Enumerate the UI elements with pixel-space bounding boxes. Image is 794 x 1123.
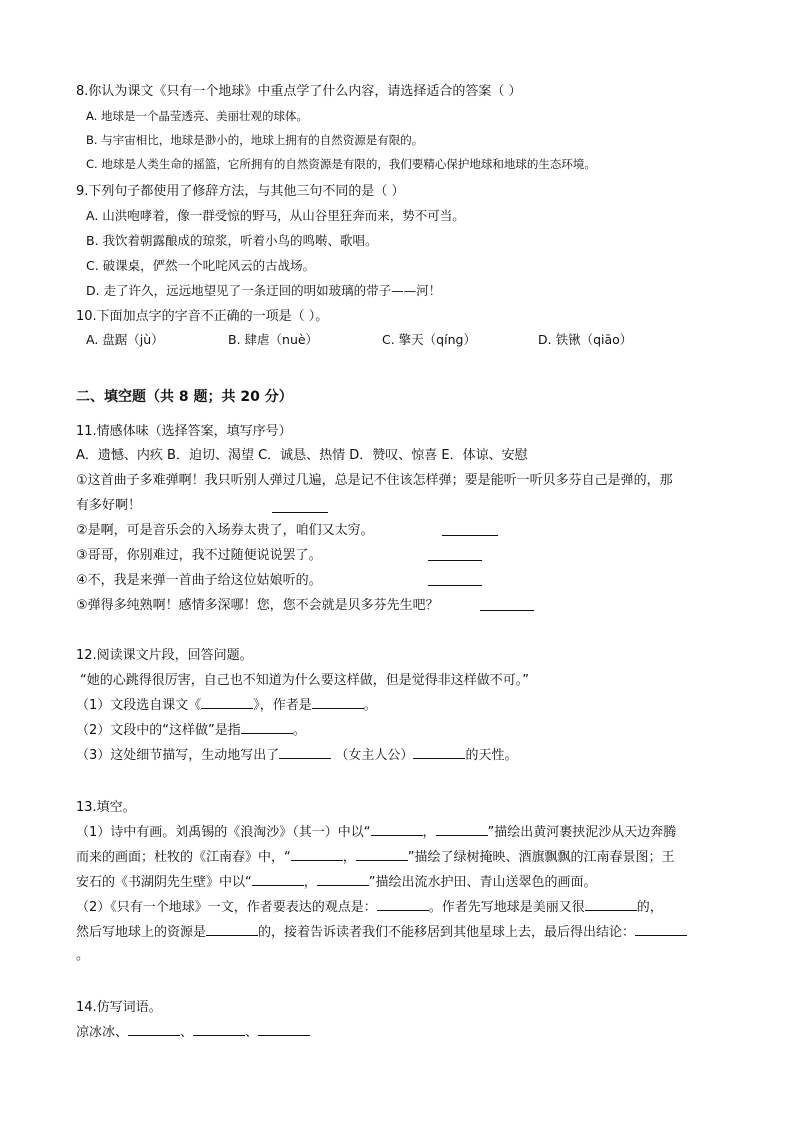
q9-option-b: B. 我饮着朝露酿成的琼浆，听着小鸟的鸣啭、歌唱。 — [86, 233, 378, 248]
q13-line-4: （2）《只有一个地球》一文，作者要表达的观点是： 。作者先写地球是美丽又很 的， — [76, 900, 663, 915]
q11-answer-4[interactable] — [428, 584, 482, 586]
q14-blank-2[interactable] — [193, 1023, 245, 1036]
q10-stem: 10.下面加点字的字音不正确的一项是（ ）。 — [76, 309, 329, 324]
section-title: 二、填空题（共 8 题；共 20 分） — [76, 389, 293, 405]
q13-blank-2[interactable] — [436, 823, 488, 836]
q10-option-a: A. 盘踞（jù） — [86, 332, 164, 347]
q13-blank-6[interactable] — [317, 873, 369, 886]
q13-blank-4[interactable] — [356, 848, 408, 861]
q13-line-1: （1）诗中有画。刘禹锡的《浪淘沙》（其一）中以“ ， ”描绘出黄河裹挟泥沙从天边奔腾 — [76, 825, 677, 840]
q13-blank-3[interactable] — [291, 848, 343, 861]
q10-option-d: D. 铁锹（qiāo） — [538, 332, 633, 347]
q13-line-3: 安石的《书湖阴先生壁》中以“ ， ”描绘出流水护田、青山送翠色的画面。 — [76, 875, 597, 890]
q12-blank-nature[interactable] — [413, 746, 465, 759]
q8-option-a: A. 地球是一个晶莹透亮、美丽壮观的球体。 — [86, 109, 308, 123]
q11-item-3: ③哥哥，你别难过，我不过随便说说罢了。 — [76, 548, 322, 563]
q12-stem: 12.阅读课文片段，回答问题。 — [76, 648, 253, 663]
q13-blank-5[interactable] — [252, 873, 304, 886]
q12-quote: “她的心跳得很厉害，自己也不知道为什么要这样做，但是觉得非这样做不可。” — [80, 673, 529, 688]
q11-choices: A．遗憾、内疚 B．迫切、渴望 C．诚恳、热情 D．赞叹、惊喜 E．体谅、安慰 — [76, 448, 528, 463]
q10-options — [86, 330, 726, 348]
q9-stem: 9.下列句子都使用了修辞方法，与其他三句不同的是（ ） — [76, 184, 405, 199]
q11-answer-5[interactable] — [480, 609, 534, 611]
q11-answer-2[interactable] — [442, 534, 498, 536]
q12-part-1: （1）文段选自课文《 》，作者是 。 — [76, 698, 377, 713]
q14-blank-3[interactable] — [258, 1023, 310, 1036]
q13-stem: 13.填空。 — [76, 800, 136, 815]
q12-part-3: （3）这处细节描写，生动地写出了 （女主人公） 的天性。 — [76, 748, 518, 763]
q11-item-4: ④不，我是来弹一首曲子给这位姑娘听的。 — [76, 573, 322, 588]
q13-line-6: 。 — [76, 948, 90, 963]
q8-option-b: B. 与宇宙相比，地球是渺小的，地球上拥有的自然资源是有限的。 — [86, 133, 424, 147]
q12-blank-action[interactable] — [241, 721, 293, 734]
q11-answer-3[interactable] — [428, 559, 482, 561]
q12-blank-title[interactable] — [201, 696, 253, 709]
q11-item-1: ①这首曲子多难弹啊！我只听别人弹过几遍，总是记不住该怎样弹；要是能听一听贝多芬自己是弹的，那 — [76, 473, 673, 488]
q11-item-2: ②是啊，可是音乐会的入场券太贵了，咱们又太穷。 — [76, 523, 374, 538]
q14-line: 凉冰冰、 、 、 — [76, 1021, 310, 1040]
q14-blank-1[interactable] — [128, 1023, 180, 1036]
q14-stem: 14.仿写词语。 — [76, 1000, 162, 1015]
q11-answer-1[interactable] — [272, 511, 328, 513]
q13-blank-7[interactable] — [377, 898, 429, 911]
q13-blank-10[interactable] — [635, 923, 687, 936]
q13-blank-1[interactable] — [371, 823, 423, 836]
q8-option-c: C. 地球是人类生命的摇篮，它所拥有的自然资源是有限的，我们要精心保护地球和地球的生态环境。 — [86, 157, 596, 171]
q10-option-b: B. 肆虐（nuè） — [228, 332, 319, 347]
q8-stem: 8.你认为课文《只有一个地球》中重点学了什么内容，请选择适合的答案（ ） — [76, 84, 522, 99]
q9-option-a: A. 山洪咆哮着，像一群受惊的野马，从山谷里狂奔而来，势不可当。 — [86, 208, 465, 223]
q11-stem: 11.情感体味（选择答案，填写序号） — [76, 424, 292, 439]
q12-blank-author[interactable] — [312, 696, 364, 709]
q13-blank-8[interactable] — [585, 898, 637, 911]
q13-line-5: 然后写地球上的资源是 的，接着告诉读者我们不能移居到其他星球上去，最后得出结论： — [76, 921, 687, 940]
q11-item-5: ⑤弹得多纯熟啊！感情多深哪！您，您不会就是贝多芬先生吧？ — [76, 598, 439, 613]
q13-blank-9[interactable] — [206, 923, 258, 936]
q12-part-2: （2）文段中的“这样做”是指 。 — [76, 723, 306, 738]
q12-blank-trait[interactable] — [279, 746, 331, 759]
q9-option-c: C. 破课桌，俨然一个叱咤风云的古战场。 — [86, 258, 316, 273]
q13-line-2: 而来的画面；杜牧的《江南春》中，“ ， ”描绘了绿树掩映、酒旗飘飘的江南春景图；王 — [76, 850, 675, 865]
q10-option-c: C. 擎天（qíng） — [382, 332, 476, 347]
q9-option-d: D. 走了许久，远远地望见了一条迂回的明如玻璃的带子——河！ — [86, 283, 442, 298]
q11-item-1-cont: 有多好啊！ — [76, 498, 142, 513]
